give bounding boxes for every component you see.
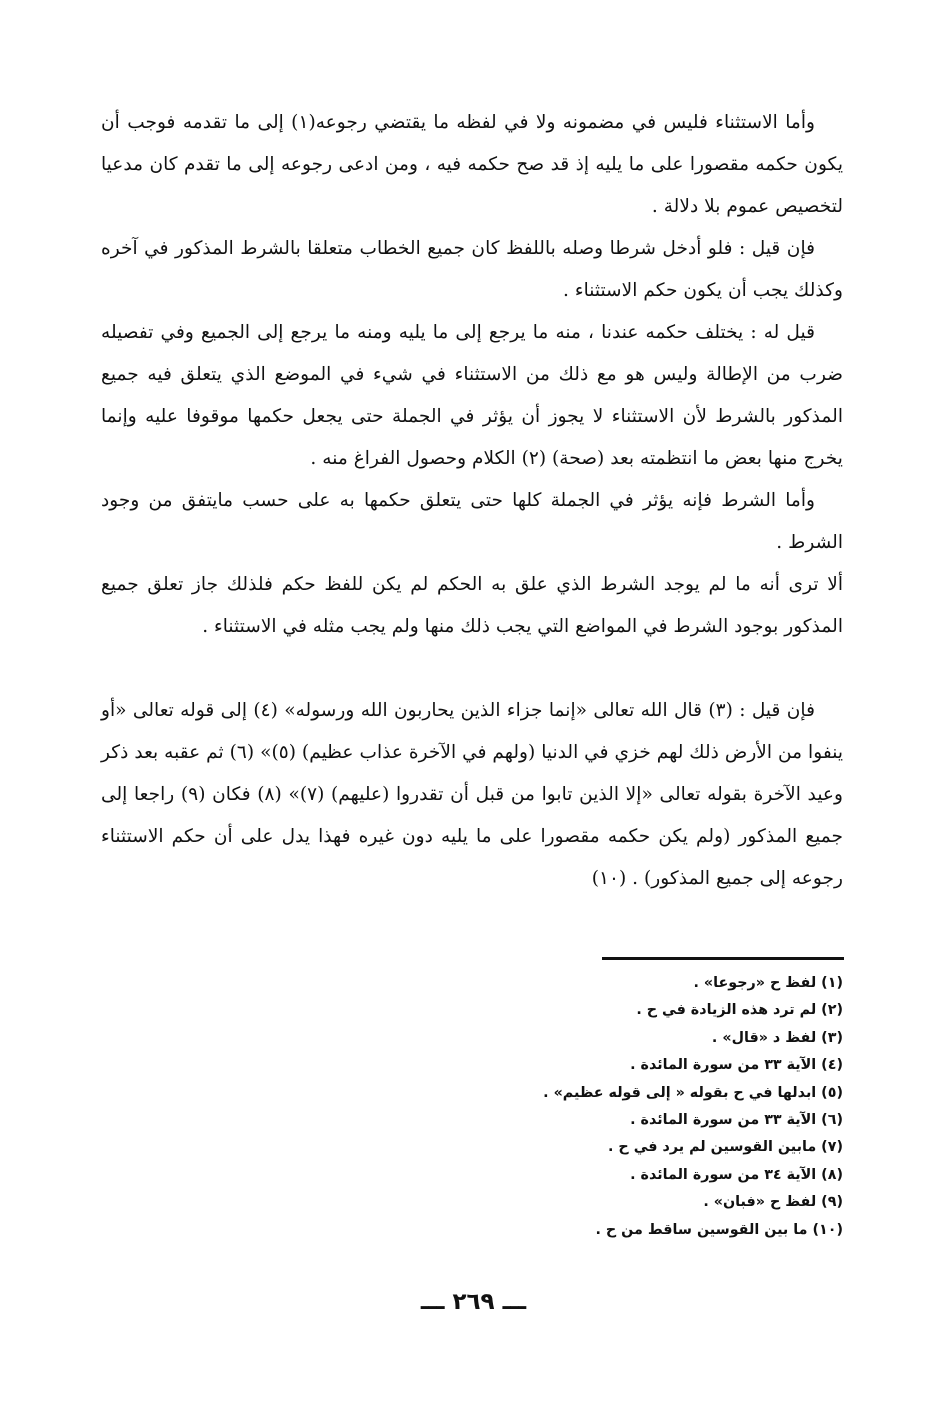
- footnote-5: (٥) ابدلها في ح بقوله « إلى قوله عظيم» .: [543, 1084, 843, 1101]
- footnote-9: (٩) لفظ ح «فبان» .: [703, 1194, 843, 1211]
- footnotes-list: [283, 970, 843, 1244]
- paragraph-1: وأما الاستثناء فليس في مضمونه ولا في لفظه ما يقتضي رجوعه(١) إلى ما تقدمه فوجب أن يكون حكمه مقصورا على ما يليه إذ قد صح حكمه فيه ، ومن ادعى رجوعه إلى ما تقدم كان مدعيا لتخصيص عموم بلا دلالة .: [101, 112, 843, 217]
- footnote-2: (٢) لم ترد هذه الزيادة في ح .: [636, 1002, 843, 1019]
- paragraph-5: ألا ترى أنه ما لم يوجد الشرط الذي علق به الحكم لم يكن للفظ حكم فلذلك جاز تعلق جميع المذكور بوجود الشرط في المواضع التي يجب ذلك منها ولم يجب مثله في الاستثناء .: [101, 574, 843, 637]
- paragraph-2: فإن قيل : فلو أدخل شرطا وصله باللفظ كان جميع الخطاب متعلقا بالشرط المذكور في آخره وكذلك يجب أن يكون حكم الاستثناء .: [101, 238, 843, 301]
- footnote-4: (٤) الآية ٣٣ من سورة المائدة .: [630, 1057, 843, 1074]
- footnote-7: (٧) مابين القوسين لم يرد في ح .: [608, 1139, 843, 1156]
- footnote-3: (٣) لفظ د «قال» .: [711, 1029, 843, 1046]
- page-number: ـــ ٢٦٩ ـــ: [420, 1289, 527, 1315]
- footnote-6: (٦) الآية ٣٣ من سورة المائدة .: [630, 1112, 843, 1129]
- footnote-1: (١) لفظ ح «رجوعا» .: [693, 975, 843, 991]
- main-text: [101, 102, 843, 900]
- paragraph-gap: [101, 648, 843, 690]
- footnote-divider: [602, 957, 844, 960]
- paragraph-3: قيل له : يختلف حكمه عندنا ، منه ما يرجع إلى ما يليه ومنه ما يرجع إلى الجميع وفي تفصيله ضرب من الإطالة وليس هو مع ذلك من الاستثناء في شيء في الموضع الذي يتعلق فيه جميع المذكور بالشرط لأن الاستثناء لا يجوز أن يؤثر في الجملة حتى يجعل حكمها موقوفا عليه وإنما يخرج منها بعض ما انتظمته بعد (صحة) (٢) الكلام وحصول الفراغ منه .: [101, 322, 843, 469]
- paragraph-6: فإن قيل : (٣) قال الله تعالى «إنما جزاء الذين يحاربون الله ورسوله» (٤) إلى قوله تعالى «أو ينفوا من الأرض ذلك لهم خزي في الدنيا (ولهم في الآخرة عذاب عظيم) (٥)» (٦) ثم عقبه بعد ذكر وعيد الآخرة بقوله تعالى «إلا الذين تابوا من قبل أن تقدروا (عليهم) (٧)» (٨) فكان (٩) راجعا إلى جميع المذكور (ولم يكن حكمه مقصورا على ما يليه دون غيره فهذا يدل على أن حكم الاستثناء رجوعه إلى جميع المذكور) . (١٠): [101, 700, 844, 889]
- footnote-8: (٨) الآية ٣٤ من سورة المائدة .: [630, 1166, 843, 1183]
- paragraph-4: وأما الشرط فإنه يؤثر في الجملة كلها حتى يتعلق حكمها به على حسب مايتفق من وجود الشرط .: [101, 490, 843, 553]
- footnote-10: (١٠) ما بين القوسين ساقط من ح .: [595, 1221, 843, 1238]
